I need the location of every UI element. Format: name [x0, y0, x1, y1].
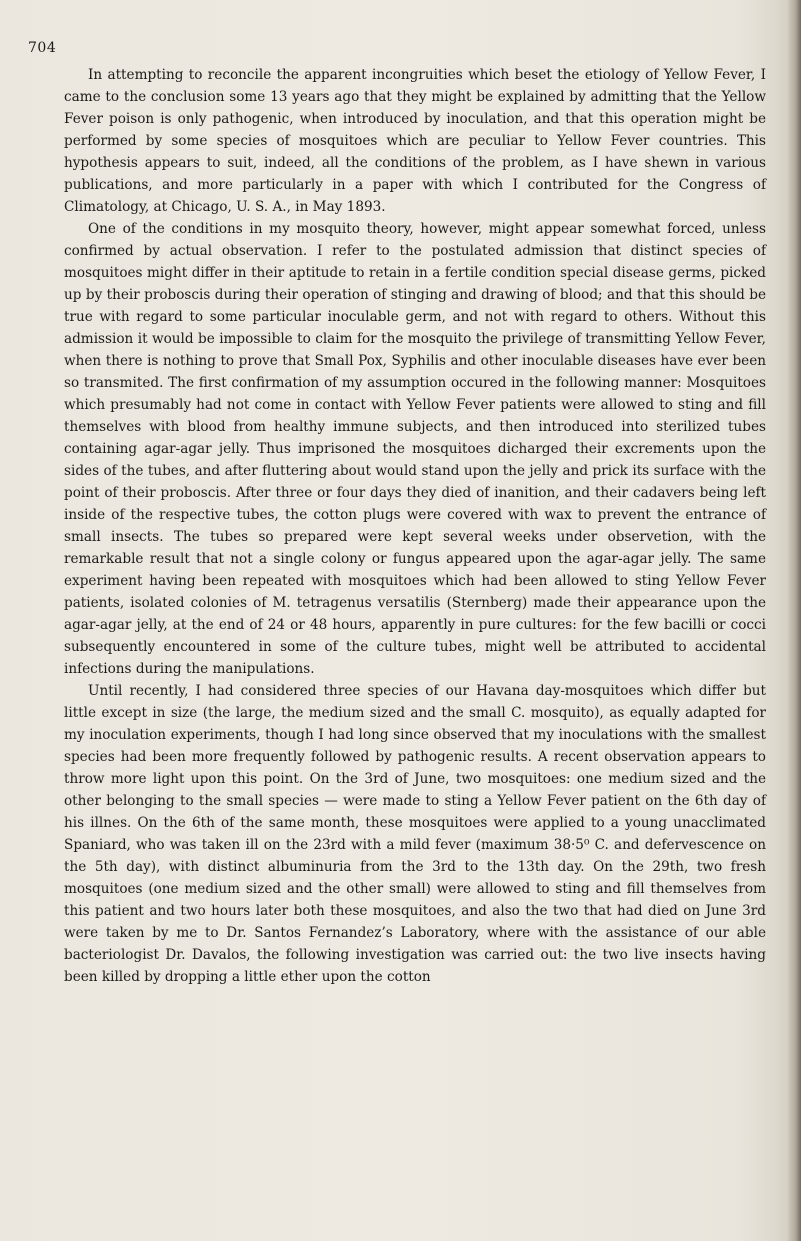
page-number: 704 — [28, 40, 57, 56]
body-text — [64, 64, 766, 988]
paragraph-3: Until recently, I had considered three species of our Havana day-mosquitoes which differ but little except in size (the large, the medium sized and the small C. mosquito), as equally adapted for my inoculation experiments, though I had long since observed that my inoculations with the smallest species had been more frequently followed by pathogenic results. A recent observation appears to throw more light upon this point. On the 3rd of June, two mosquitoes: one medium sized and the other belonging to the small species — were made to sting a Yellow Fever patient on the 6th day of his illnes. On the 6th of the same month, these mosquitoes were applied to a young unacclimated Spaniard, who was taken ill on the 23rd with a mild fever (maximum 38·5⁰ C. and defervescence on the 5th day), with distinct albuminuria from the 3rd to the 13th day. On the 29th, two fresh mosquitoes (one medium sized and the other small) were allowed to sting and fill themselves from this patient and two hours later both these mosquitoes, and also the two that had died on June 3rd were taken by me to Dr. Santos Fernandez’s Laboratory, where with the assistance of our able bacteriologist Dr. Davalos, the following investigation was carried out: the two live insects having been killed by dropping a little ether upon the cotton — [64, 683, 766, 985]
paragraph-2: One of the conditions in my mosquito theory, however, might appear somewhat forced, unless confirmed by actual observation. I refer to the postulated admission that distinct species of mosquitoes might differ in their aptitude to retain in a fertile condition special disease germs, picked up by their proboscis during their operation of stinging and drawing of blood; and that this should be true with regard to some particular inoculable germ, and not with regard to others. Without this admission it would be impossible to claim for the mosquito the privilege of transmitting Yellow Fever, when there is nothing to prove that Small Pox, Syphilis and other inoculable diseases have ever been so transmited. The first confirmation of my assumption occured in the following manner: Mosquitoes which presumably had not come in contact with Yellow Fever patients were allowed to sting and fill themselves with blood from healthy immune subjects, and then introduced into sterilized tubes containing agar-agar jelly. Thus imprisoned the mosquitoes dicharged their excrements upon the sides of the tubes, and after fluttering about would stand upon the jelly and prick its surface with the point of their proboscis. After three or four days they died of inanition, and their cadavers being left inside of the respective tubes, the cotton plugs were covered with wax to prevent the entrance of small insects. The tubes so prepared were kept several weeks under observetion, with the remarkable result that not a single colony or fungus appeared upon the agar-agar jelly. The same experiment having been repeated with mosquitoes which had been allowed to sting Yellow Fever patients, isolated colonies of M. tetragenus versatilis (Sternberg) made their appearance upon the agar-agar jelly, at the end of 24 or 48 hours, apparently in pure cultures: for the few bacilli or cocci subsequently encountered in some of the culture tubes, might well be attributed to accidental infections during the manipulations. — [64, 221, 766, 677]
page-edge-shadow — [787, 0, 801, 1241]
paragraph-1: In attempting to reconcile the apparent incongruities which beset the etiology of Yellow Fever, I came to the conclusion some 13 years ago that they might be explained by admitting that the Yellow Fever poison is only pathogenic, when introduced by inoculation, and that this operation might be performed by some species of mosquitoes which are peculiar to Yellow Fever countries. This hypothesis appears to suit, indeed, all the conditions of the problem, as I have shewn in various publications, and more particularly in a paper with which I contributed for the Congress of Climatology, at Chicago, U. S. A., in May 1893. — [64, 67, 766, 215]
